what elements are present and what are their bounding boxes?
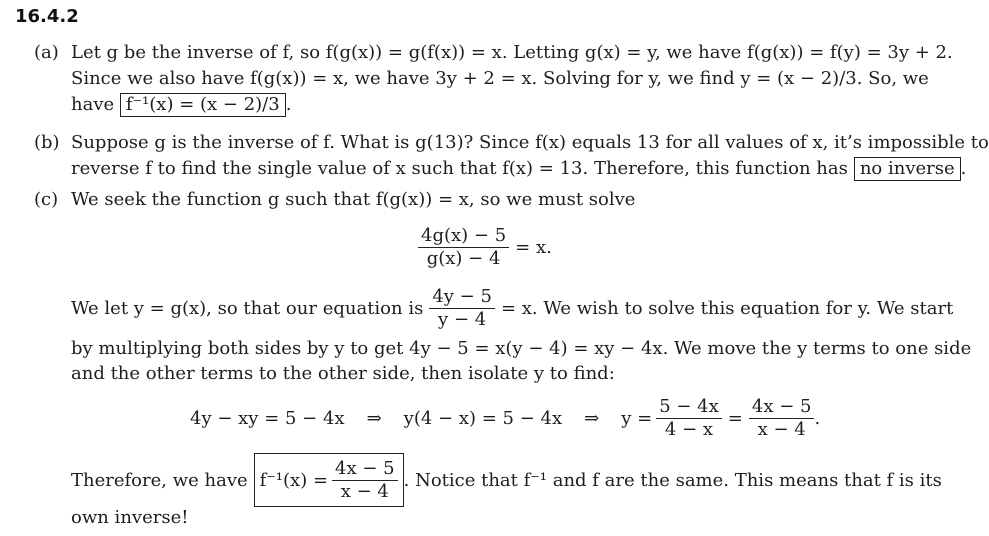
- equation-3-part-2: y(4 − x) = 5 − 4x: [403, 408, 563, 429]
- equation-3-fraction-2-numerator: 4x − 5: [749, 396, 815, 419]
- equation-1-rhs: = x.: [515, 237, 552, 258]
- part-c-line-6: own inverse!: [71, 507, 189, 528]
- part-b-period: .: [960, 158, 967, 179]
- equation-3-part-3: y =: [621, 408, 653, 429]
- equation-1-numerator: 4g(x) − 5: [418, 225, 509, 248]
- part-c-line-5-prefix: Therefore, we have: [71, 469, 248, 491]
- section-number: 16.4.2: [15, 6, 79, 27]
- part-a-line-3-prefix: have: [71, 94, 115, 115]
- part-a-line-2: Since we also have f(g(x)) = x, we have 3y + 2 = x. Solving for y, we find y = (x − 2)/3. So, we: [71, 68, 929, 89]
- equation-1: [418, 225, 552, 270]
- part-c-line-4: and the other terms to the other side, then isolate y to find:: [71, 363, 615, 384]
- part-a-answer-box: f⁻¹(x) = (x − 2)/3: [120, 93, 286, 117]
- part-a-period: .: [285, 94, 292, 115]
- part-c-line-2-suffix: = x. We wish to solve this equation for y. We start: [500, 298, 954, 319]
- equation-3: [190, 396, 820, 441]
- equation-2-numerator: 4y − 5: [429, 286, 495, 309]
- part-c-line-2: [71, 286, 954, 331]
- label-b: (b): [34, 132, 60, 153]
- equation-1-fraction: [418, 225, 509, 270]
- equation-1-denominator: g(x) − 4: [426, 248, 501, 269]
- part-a-line-3: [71, 93, 291, 117]
- implies-arrow-2: ⇒: [584, 408, 600, 429]
- part-a-line-1: Let g be the inverse of f, so f(g(x)) = g(f(x)) = x. Letting g(x) = y, we have f(g(x)) = f(y) = 3y + 2.: [71, 42, 953, 63]
- part-b-line-1: Suppose g is the inverse of f. What is g(13)? Since f(x) equals 13 for all values of x, it’s impossible to: [71, 132, 989, 153]
- equation-3-fraction-2: [749, 396, 815, 441]
- equation-3-fraction-2-denominator: x − 4: [757, 419, 806, 440]
- label-c: (c): [34, 189, 59, 210]
- part-c-answer-fraction: [332, 458, 398, 503]
- equation-3-equals: =: [727, 408, 743, 429]
- part-c-answer-lhs: f⁻¹(x) =: [259, 469, 329, 491]
- part-b-line-2: [71, 157, 967, 181]
- equation-3-part-1: 4y − xy = 5 − 4x: [190, 408, 345, 429]
- part-c-answer-box: [254, 453, 404, 507]
- equation-3-period: .: [814, 408, 821, 429]
- equation-3-fraction-1-denominator: 4 − x: [664, 419, 714, 440]
- part-b-answer-box: no inverse: [854, 157, 961, 181]
- equation-2-denominator: y − 4: [438, 309, 487, 330]
- implies-arrow-1: ⇒: [366, 408, 382, 429]
- equation-3-fraction-1: [656, 396, 722, 441]
- part-c-answer-numerator: 4x − 5: [332, 458, 398, 481]
- part-b-line-2-text: reverse f to find the single value of x such that f(x) = 13. Therefore, this function has: [71, 158, 848, 179]
- label-a: (a): [34, 42, 59, 63]
- part-c-line-3: by multiplying both sides by y to get 4y − 5 = x(y − 4) = xy − 4x. We move the y terms to one side: [71, 338, 972, 359]
- part-c-answer-denominator: x − 4: [340, 480, 389, 502]
- equation-3-fraction-1-numerator: 5 − 4x: [656, 396, 722, 419]
- part-c-line-5: [71, 453, 942, 507]
- equation-2-fraction: [429, 286, 495, 331]
- part-c-line-1: We seek the function g such that f(g(x)) = x, so we must solve: [71, 189, 636, 210]
- part-c-line-5-suffix: . Notice that f⁻¹ and f are the same. This means that f is its: [403, 469, 942, 491]
- part-c-line-2-prefix: We let y = g(x), so that our equation is: [71, 298, 424, 319]
